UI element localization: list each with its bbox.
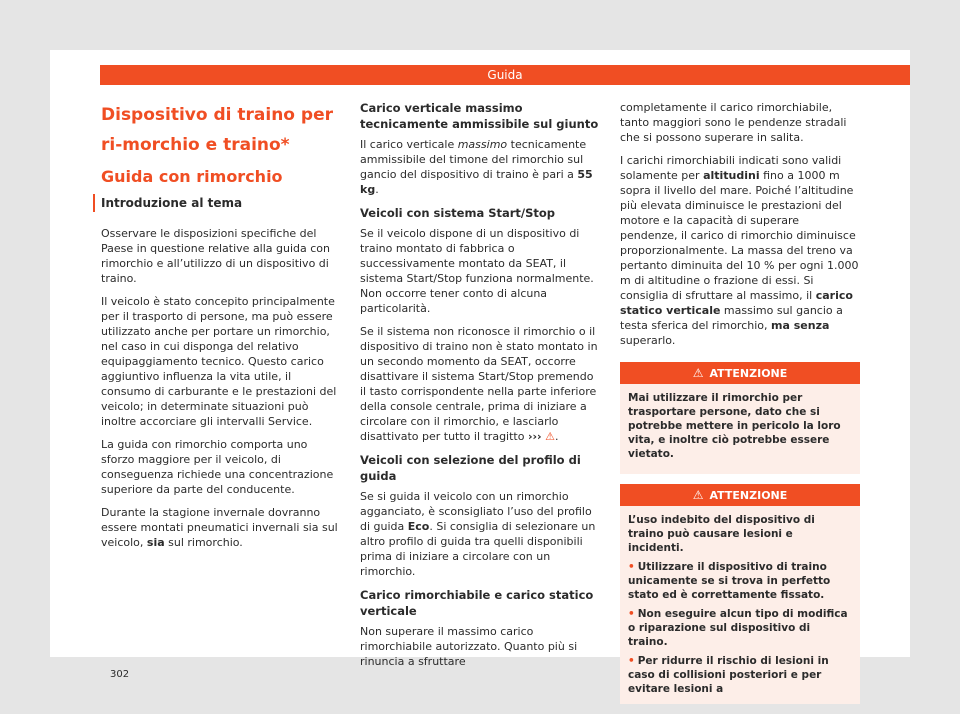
manual-page bbox=[50, 50, 910, 695]
warning-triangle-icon: ⚠ bbox=[545, 430, 555, 443]
column-3 bbox=[620, 100, 860, 714]
warning-box bbox=[620, 484, 860, 704]
paragraph: Se si guida il veicolo con un rimorchio agganciato, è sconsigliato l’uso del profilo di guida Eco. Si consiglia di selezionare un altro profilo di guida tra quelli disponibili prima di iniziare a circolare con un rimorchio. bbox=[360, 490, 596, 578]
bullet-icon: • bbox=[628, 655, 635, 667]
cross-reference-link[interactable]: ››› bbox=[527, 430, 542, 443]
section-subtitle: Guida con rimorchio bbox=[101, 167, 283, 186]
warning-box bbox=[620, 362, 860, 474]
warning-triangle-icon: ⚠ bbox=[692, 366, 704, 380]
list-item: • Utilizzare il dispositivo di traino unicamente se si trova in perfetto stato ed è correttamente fissato. bbox=[628, 561, 831, 601]
paragraph: completamente il carico rimorchiabile, tanto maggiori sono le pendenze stradali che si possono superare in salita. bbox=[620, 101, 847, 144]
warning-text: Mai utilizzare il rimorchio per trasportare persone, dato che si potrebbe mettere in pericolo la loro vita, e inoltre ciò potrebbe essere vietato. bbox=[628, 392, 841, 460]
paragraph: I carichi rimorchiabili indicati sono validi solamente per altitudini fino a 1000 m sopra il livello del mare. Poiché l’altitudine più elevata diminuisce le prestazioni del motore e la capacità di superare pendenze, il carico di rimorchio diminuisce proporzionalmente. La massa del treno va pertanto diminuita del 10 % per ogni 1.000 m di altitudine o frazione di essi. Si consiglia di sfruttare al massimo, il carico statico verticale massimo sul gancio a testa sferica del rimorchio, ma senza superarlo. bbox=[620, 154, 859, 347]
paragraph: Il carico verticale massimo tecnicamente ammissibile del timone del rimorchio sul gancio del dispositivo di traino è pari a 55 kg. bbox=[360, 138, 593, 196]
heading-profilo-guida: Veicoli con selezione del profilo di guida bbox=[360, 453, 581, 483]
warning-body bbox=[620, 506, 860, 704]
paragraph: Se il sistema non riconosce il rimorchio o il dispositivo di traino non è stato montato in un secondo momento da SEAT, occorre disattivare il sistema Start/Stop premendo il tasto corrispondente nella parte inferiore della console centrale, prima di iniziare a circolare con il rimorchio, e lasciarlo disattivato per tutto il tragitto ››› ⚠. bbox=[360, 325, 598, 443]
page-number: 302 bbox=[110, 669, 130, 680]
paragraph: Se il veicolo dispone di un dispositivo di traino montato di fabbrica o successivamente montato da SEAT, il sistema Start/Stop funziona normalmente. Non occorre tener conto di alcuna particolarità. bbox=[360, 227, 594, 315]
column-1 bbox=[101, 100, 341, 558]
heading-carico-verticale: Carico verticale massimo tecnicamente ammissibile sul giunto bbox=[360, 101, 599, 131]
warning-triangle-icon: ⚠ bbox=[692, 488, 704, 502]
warning-header: ⚠ ATTENZIONE bbox=[620, 362, 860, 384]
heading-carico-rimorchiabile: Carico rimorchiabile e carico statico verticale bbox=[360, 588, 594, 618]
paragraph: Il veicolo è stato concepito principalmente per il trasporto di persone, ma può essere utilizzato anche per portare un rimorchio, nel caso in cui disponga del relativo equipaggiamento tecnico. Questo carico aggiuntivo influenza la vita utile, il consumo di carburante e le prestazioni del veicolo; in determinate situazioni può inoltre accorciare gli intervalli Service. bbox=[101, 295, 337, 428]
warning-body bbox=[620, 384, 860, 474]
paragraph: Durante la stagione invernale dovranno essere montati pneumatici invernali sia sul veicolo, sia sul rimorchio. bbox=[101, 506, 338, 549]
intro-heading: Introduzione al tema bbox=[93, 194, 341, 212]
list-item: • Non eseguire alcun tipo di modifica o riparazione sul dispositivo di traino. bbox=[628, 608, 848, 648]
warning-header: ⚠ ATTENZIONE bbox=[620, 484, 860, 506]
paragraph: Non superare il massimo carico rimorchiabile autorizzato. Quanto più si rinuncia a sfruttare bbox=[360, 625, 578, 668]
heading-start-stop: Veicoli con sistema Start/Stop bbox=[360, 206, 556, 220]
warning-text: L’uso indebito del dispositivo di traino può causare lesioni e incidenti. bbox=[628, 514, 815, 554]
list-item: • Per ridurre il rischio di lesioni in caso di collisioni posteriori e per evitare lesioni a bbox=[628, 655, 829, 695]
paragraph: La guida con rimorchio comporta uno sforzo maggiore per il veicolo, di conseguenza richiede una concentrazione superiore da parte del conducente. bbox=[101, 438, 334, 496]
bullet-icon: • bbox=[628, 561, 635, 573]
section-header: Guida bbox=[100, 65, 910, 85]
page-title: Dispositivo di traino per ri-morchio e traino* bbox=[101, 105, 333, 155]
bullet-icon: • bbox=[628, 608, 635, 620]
column-2 bbox=[360, 100, 600, 677]
paragraph: Osservare le disposizioni specifiche del Paese in questione relative alla guida con rimorchio e all’utilizzo di un dispositivo di traino. bbox=[101, 227, 331, 285]
